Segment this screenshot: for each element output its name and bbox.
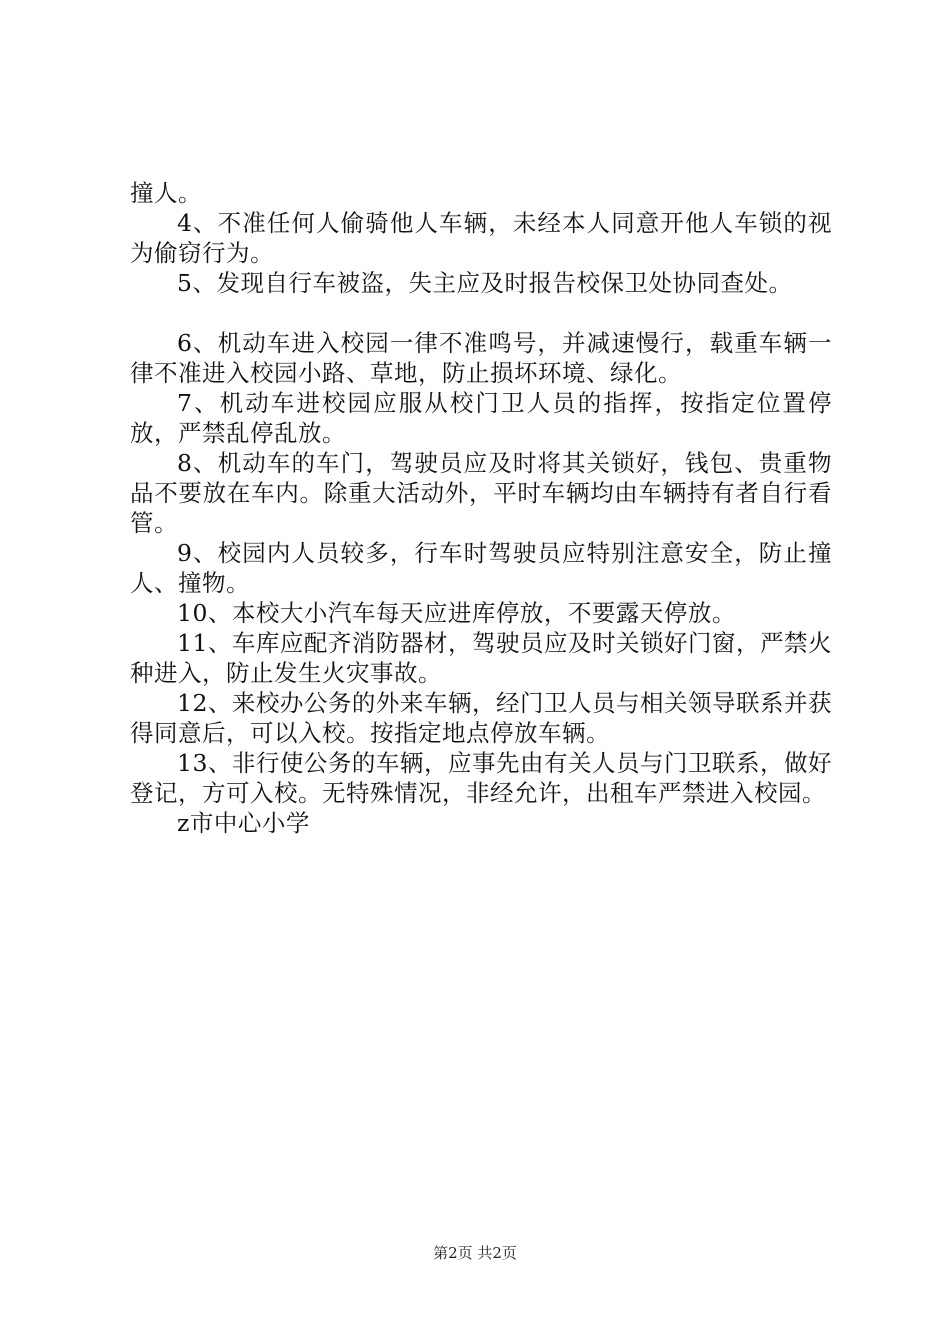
page-footer bbox=[0, 1243, 950, 1263]
paragraph-rule-13: 13、非行使公务的车辆，应事先由有关人员与门卫联系，做好登记，方可入校。无特殊情况，非经允许，出租车严禁进入校园。 bbox=[130, 749, 832, 807]
paragraph-rule-7: 7、机动车进校园应服从校门卫人员的指挥，按指定位置停放，严禁乱停乱放。 bbox=[130, 389, 832, 447]
paragraph-rule-6: 6、机动车进入校园一律不准鸣号，并减速慢行，载重车辆一律不准进入校园小路、草地，防止损坏环境、绿化。 bbox=[130, 329, 832, 387]
page-number: 第2页 共2页 bbox=[433, 1244, 517, 1262]
paragraph-rule-8: 8、机动车的车门，驾驶员应及时将其关锁好，钱包、贵重物品不要放在车内。除重大活动外，平时车辆均由车辆持有者自行看管。 bbox=[130, 449, 832, 537]
document-signature: z市中心小学 bbox=[177, 809, 310, 837]
document-body bbox=[130, 178, 832, 838]
paragraph-rule-12: 12、来校办公务的外来车辆，经门卫人员与相关领导联系并获得同意后，可以入校。按指定地点停放车辆。 bbox=[130, 689, 832, 747]
paragraph-rule-9: 9、校园内人员较多，行车时驾驶员应特别注意安全，防止撞人、撞物。 bbox=[130, 539, 832, 597]
paragraph-rule-5: 5、发现自行车被盗，失主应及时报告校保卫处协同查处。 bbox=[177, 269, 793, 297]
paragraph-rule-10: 10、本校大小汽车每天应进库停放，不要露天停放。 bbox=[177, 599, 736, 627]
paragraph-continuation: 撞人。 bbox=[130, 179, 202, 207]
paragraph-rule-4: 4、不准任何人偷骑他人车辆，未经本人同意开他人车锁的视为偷窃行为。 bbox=[130, 209, 832, 267]
paragraph-rule-11: 11、车库应配齐消防器材，驾驶员应及时关锁好门窗，严禁火种进入，防止发生火灾事故。 bbox=[130, 629, 832, 687]
